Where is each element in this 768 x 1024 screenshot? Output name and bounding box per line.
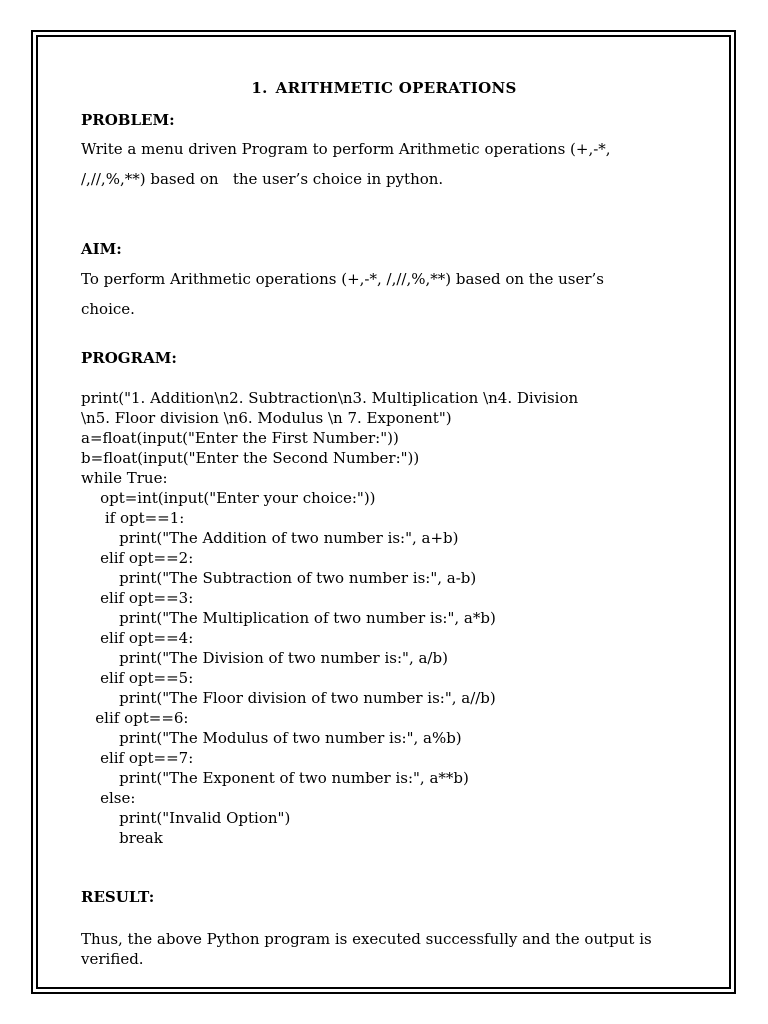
code-line: elif opt==2:: [81, 549, 194, 567]
code-line: print("The Subtraction of two number is:", a-b): [81, 569, 477, 587]
code-line: a=float(input("Enter the First Number:")): [81, 429, 399, 447]
result-text: Thus, the above Python program is executed successfully and the output is verified.: [81, 930, 652, 968]
problem-line-1: Write a menu driven Program to perform Arithmetic operations (+,-*,: [81, 140, 611, 158]
code-line: \n5. Floor division \n6. Modulus \n 7. Exponent"): [81, 409, 452, 427]
program-heading: PROGRAM:: [81, 349, 177, 367]
code-line: print("The Modulus of two number is:", a%b): [81, 729, 462, 747]
title-number: 1.: [251, 79, 268, 97]
code-line: while True:: [81, 469, 168, 487]
code-line: break: [81, 829, 163, 847]
aim-text: [81, 264, 701, 324]
aim-heading: AIM:: [81, 240, 122, 258]
code-line: elif opt==4:: [81, 629, 194, 647]
code-line: print("The Addition of two number is:", a+b): [81, 529, 459, 547]
aim-line-2: choice.: [81, 300, 135, 318]
code-line: if opt==1:: [81, 509, 185, 527]
code-line: elif opt==7:: [81, 749, 194, 767]
code-line: elif opt==5:: [81, 669, 194, 687]
code-line: print("Invalid Option"): [81, 809, 291, 827]
code-line: print("The Multiplication of two number is:", a*b): [81, 609, 496, 627]
code-line: print("The Floor division of two number is:", a//b): [81, 689, 496, 707]
problem-text: [81, 134, 701, 194]
result-heading: RESULT:: [81, 888, 155, 906]
problem-line-2: /,//,%,**) based on the user’s choice in python.: [81, 170, 444, 188]
code-line: opt=int(input("Enter your choice:")): [81, 489, 376, 507]
page-title: [0, 79, 768, 97]
code-line: print("1. Addition\n2. Subtraction\n3. Multiplication \n4. Division: [81, 389, 579, 407]
title-text: ARITHMETIC OPERATIONS: [275, 79, 517, 97]
code-line: elif opt==3:: [81, 589, 194, 607]
problem-heading: PROBLEM:: [81, 111, 175, 129]
aim-line-1: To perform Arithmetic operations (+,-*, /,//,%,**) based on the user’s: [81, 270, 605, 288]
code-line: else:: [81, 789, 136, 807]
code-line: b=float(input("Enter the Second Number:")): [81, 449, 420, 467]
program-code: [81, 388, 578, 848]
code-line: print("The Division of two number is:", a/b): [81, 649, 448, 667]
code-line: print("The Exponent of two number is:", a**b): [81, 769, 469, 787]
code-line: elif opt==6:: [81, 709, 189, 727]
